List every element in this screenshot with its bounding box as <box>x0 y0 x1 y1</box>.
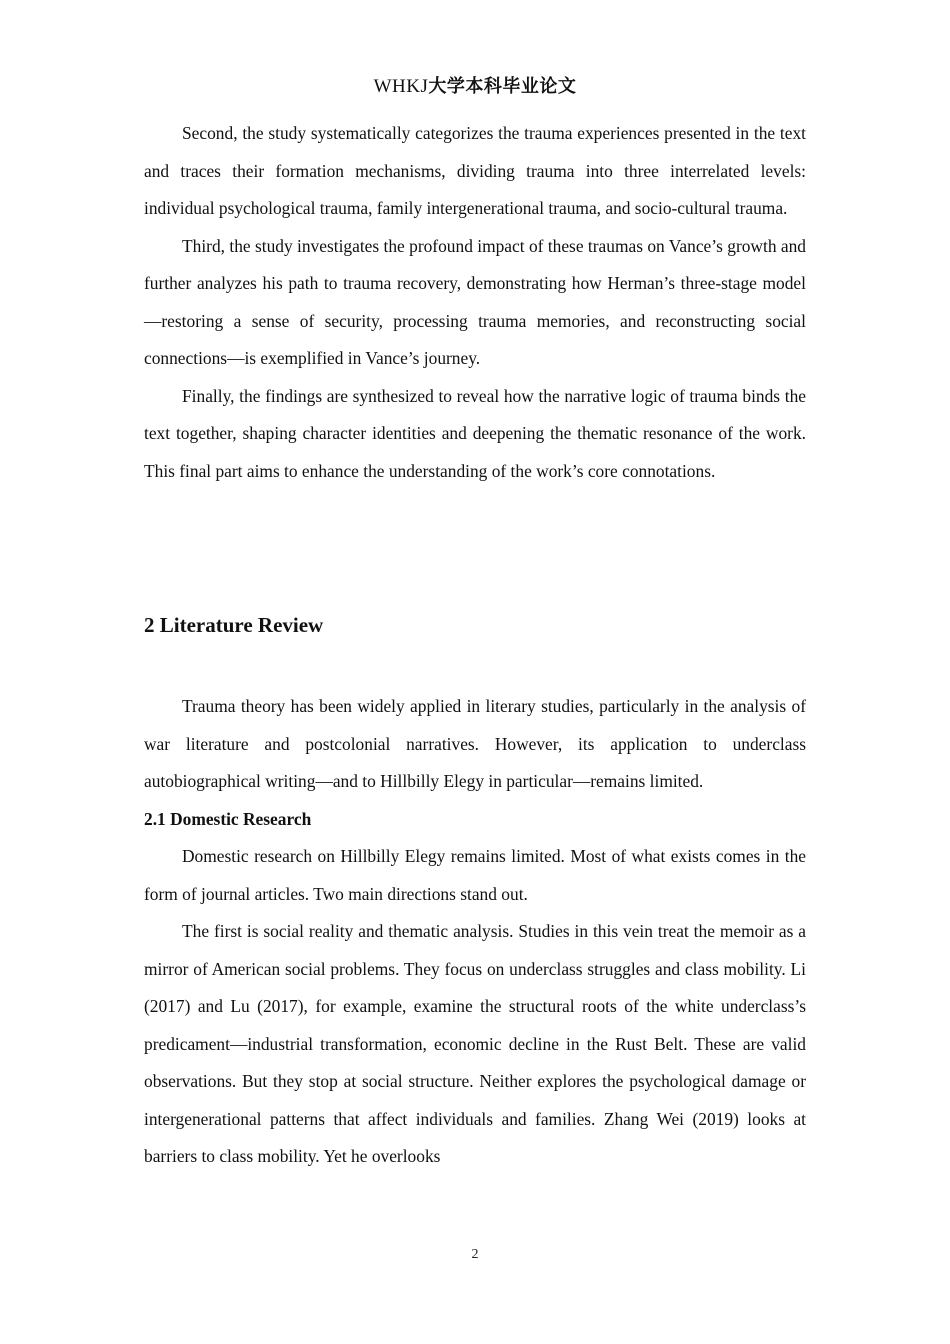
section-heading: 2 Literature Review <box>144 613 324 637</box>
page-number: 2 <box>471 1247 479 1262</box>
header-latin: WHKJ <box>373 76 429 97</box>
subsection-heading: 2.1 Domestic Research <box>144 808 312 829</box>
paragraph: Third, the study investigates the profound impact of these traumas on Vance’s growth and further analyzes his path to trauma recovery, demonstrating how Herman’s three-stage model—restoring a sense of security, processing trauma memories, and reconstructing social connections—is exemplified in Vance’s journey. <box>144 235 806 368</box>
paragraph: Trauma theory has been widely applied in literary studies, particularly in the analysis of war literature and postcolonial narratives. However, its application to underclass autobiographical writing—and to Hillbilly Elegy in particular—remains limited. <box>144 696 806 791</box>
section2-block <box>144 688 806 1176</box>
paragraph: Domestic research on Hillbilly Elegy remains limited. Most of what exists comes in the form of journal articles. Two main directions stand out. <box>144 846 806 904</box>
paragraph: Finally, the findings are synthesized to reveal how the narrative logic of trauma binds the text together, shaping character identities and deepening the thematic resonance of the work. This final part aims to enhance the understanding of the work’s core connotations. <box>144 385 806 481</box>
section1-block <box>144 115 806 490</box>
paragraph: Second, the study systematically categorizes the trauma experiences presented in the text and traces their formation mechanisms, dividing trauma into three interrelated levels: individual psychological trauma, family intergenerational trauma, and socio-cultural trauma. <box>144 123 806 218</box>
paragraph: The first is social reality and thematic analysis. Studies in this vein treat the memoir as a mirror of American social problems. They focus on underclass struggles and class mobility. Li (2017) and Lu (2017), for example, examine the structural roots of the white underclass’s predicament—industrial transformation, economic decline in the Rust Belt. These are valid observations. But they stop at social structure. Neither explores the psychological damage or intergenerational patterns that affect individuals and families. Zhang Wei (2019) looks at barriers to class mobility. Yet he overlooks <box>144 921 806 1166</box>
header-chinese: 大学本科毕业论文 <box>428 76 577 97</box>
page-header <box>0 72 950 98</box>
